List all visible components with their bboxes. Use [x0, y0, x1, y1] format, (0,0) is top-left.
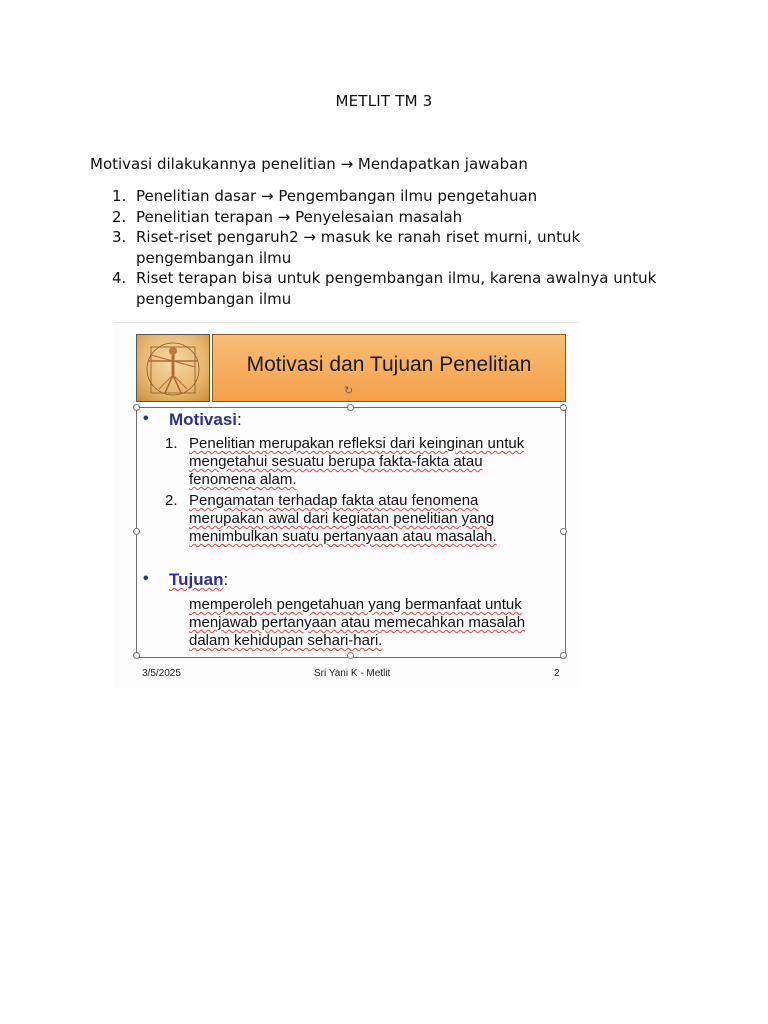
- list-text: pengembangan ilmu: [136, 248, 292, 267]
- heading-colon: :: [237, 410, 242, 429]
- slide-footer-author: Sri Yani K - Metlit: [314, 668, 391, 679]
- resize-handle[interactable]: [347, 404, 354, 411]
- slide-text-line: Pengamatan terhadap fakta atau fenomena: [189, 492, 479, 509]
- bullet-icon: •: [143, 410, 149, 427]
- document-title: METLIT TM 3: [335, 92, 433, 110]
- tujuan-text: [189, 596, 549, 650]
- motivasi-item-text: [189, 492, 549, 546]
- vitruvian-man-image: [136, 334, 210, 402]
- list-item: [112, 207, 672, 228]
- bullet-icon: •: [143, 570, 149, 587]
- intro-paragraph: Motivasi dilakukannya penelitian → Mendapatkan jawaban: [90, 155, 528, 173]
- motivasi-heading-text: Motivasi: [169, 410, 238, 429]
- list-text: Penelitian terapan → Penyelesaian masalah: [136, 207, 463, 226]
- heading-colon: :: [223, 570, 229, 589]
- slide-title: Motivasi dan Tujuan Penelitian: [246, 353, 532, 376]
- list-number: 4.: [112, 269, 127, 287]
- divider: [114, 322, 578, 323]
- resize-handle[interactable]: [133, 528, 140, 535]
- slide-text-line: mengetahui sesuatu berupa fakta-fakta atau: [189, 453, 483, 470]
- slide-footer-page: 2: [554, 668, 560, 679]
- slide-text-line: dalam kehidupan sehari-hari.: [189, 632, 383, 649]
- resize-handle[interactable]: [133, 404, 140, 411]
- list-text: Penelitian dasar → Pengembangan ilmu pengetahuan: [136, 187, 538, 205]
- resize-handle[interactable]: [560, 404, 567, 411]
- slide-footer-date: 3/5/2025: [142, 668, 181, 679]
- list-number: 3.: [112, 228, 127, 246]
- list-item: [112, 268, 672, 309]
- motivasi-item-text: [189, 435, 549, 489]
- list-number: 2.: [112, 207, 127, 226]
- rotate-handle-icon[interactable]: ↻: [344, 385, 354, 397]
- list-number: 1.: [112, 187, 127, 205]
- list-item: [112, 186, 672, 207]
- motivasi-heading: [169, 410, 242, 430]
- slide-text-line: memperoleh pengetahuan yang bermanfaat untuk: [189, 596, 522, 613]
- numbered-list: [112, 186, 672, 309]
- slide-text-line: menimbulkan suatu pertanyaan atau masalah.: [189, 528, 497, 545]
- tujuan-heading-text: Tujuan: [169, 570, 224, 589]
- motivasi-item-number: 2.: [165, 492, 178, 509]
- resize-handle[interactable]: [133, 652, 140, 659]
- list-text: pengembangan ilmu: [136, 289, 292, 308]
- slide-title-bar: [212, 334, 566, 402]
- slide-content-box[interactable]: [136, 407, 566, 658]
- list-text: Riset-riset pengaruh2 → masuk ke ranah riset murni, untuk: [136, 228, 581, 246]
- resize-handle[interactable]: [560, 528, 567, 535]
- list-item: [112, 227, 672, 268]
- tujuan-heading: [169, 570, 228, 590]
- resize-handle[interactable]: [347, 652, 354, 659]
- slide-text-line: merupakan awal dari kegiatan penelitian yang: [189, 510, 495, 527]
- embedded-slide-image[interactable]: [114, 322, 578, 688]
- list-text: Riset terapan bisa untuk pengembangan ilmu, karena awalnya untuk: [136, 269, 657, 287]
- slide-text-line: Penelitian merupakan refleksi dari keinginan untuk: [189, 435, 525, 452]
- motivasi-item-number: 1.: [165, 435, 178, 452]
- slide-text-line: menjawab pertanyaan atau memecahkan masalah: [189, 614, 526, 631]
- slide-text-line: fenomena alam.: [189, 471, 297, 488]
- resize-handle[interactable]: [560, 652, 567, 659]
